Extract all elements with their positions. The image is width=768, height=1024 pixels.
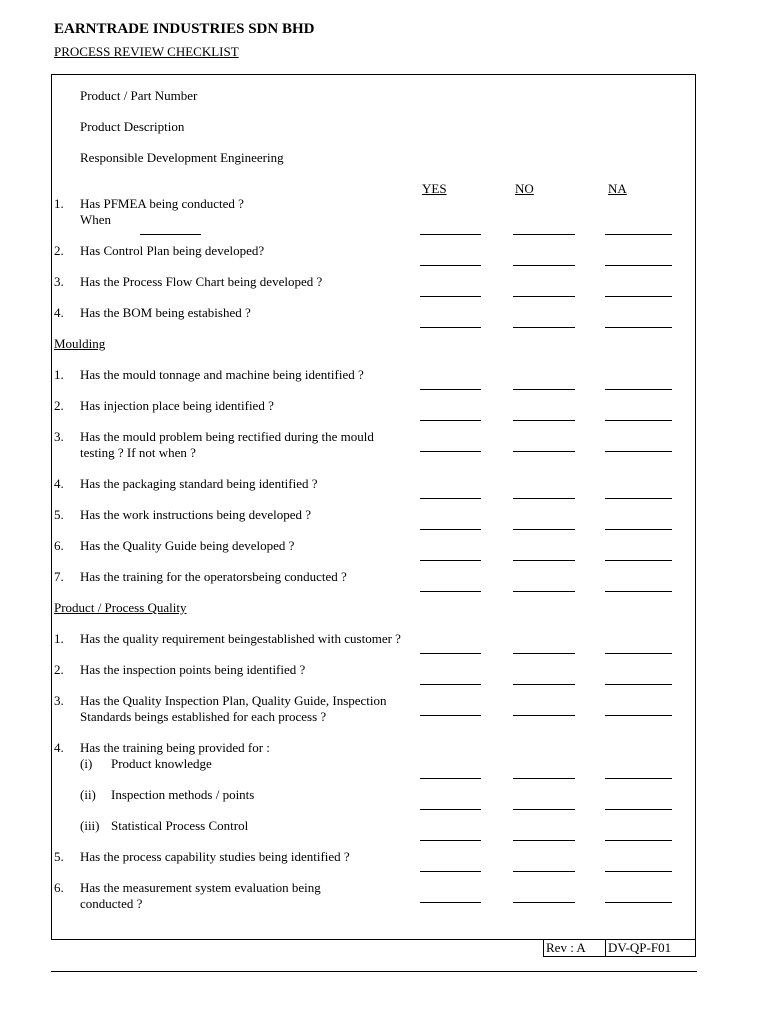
item-question: Has injection place being identified ?	[80, 398, 274, 413]
company-name: EARNTRADE INDUSTRIES SDN BHD	[54, 21, 315, 37]
answer-line-na[interactable]	[605, 840, 672, 841]
bottom-rule	[51, 971, 697, 972]
answer-line-yes[interactable]	[420, 715, 481, 716]
section-heading: Moulding	[54, 336, 106, 351]
answer-line-no[interactable]	[513, 529, 575, 530]
answer-line-no[interactable]	[513, 715, 575, 716]
item-question: Has the inspection points being identified ?	[80, 662, 306, 677]
answer-line-na[interactable]	[605, 389, 672, 390]
answer-line-yes[interactable]	[420, 420, 481, 421]
item-number: 1.	[54, 367, 64, 382]
answer-line-na[interactable]	[605, 809, 672, 810]
answer-line-na[interactable]	[605, 529, 672, 530]
item-question: Has the process capability studies being identified ?	[80, 849, 350, 864]
sub-item-numeral: (iii)	[80, 818, 100, 833]
item-number: 1.	[54, 631, 64, 646]
item-question: Has the Quality Guide being developed ?	[80, 538, 295, 553]
when-answer-line[interactable]	[140, 234, 201, 235]
answer-line-no[interactable]	[513, 840, 575, 841]
answer-line-yes[interactable]	[420, 809, 481, 810]
answer-line-na[interactable]	[605, 560, 672, 561]
answer-line-no[interactable]	[513, 778, 575, 779]
info-field-label: Product / Part Number	[80, 88, 198, 103]
item-question: Has the measurement system evaluation being	[80, 880, 321, 895]
item-question: conducted ?	[80, 896, 143, 911]
answer-line-na[interactable]	[605, 265, 672, 266]
answer-line-na[interactable]	[605, 778, 672, 779]
answer-line-na[interactable]	[605, 902, 672, 903]
info-field-label: Responsible Development Engineering	[80, 150, 284, 165]
column-header-yes: YES	[422, 181, 447, 196]
revision-label: Rev : A	[546, 940, 586, 955]
item-question: Has the mould tonnage and machine being identified ?	[80, 367, 364, 382]
answer-line-yes[interactable]	[420, 296, 481, 297]
item-question: Has the mould problem being rectified during the mould	[80, 429, 374, 444]
answer-line-na[interactable]	[605, 653, 672, 654]
footer-divider	[605, 940, 606, 957]
answer-line-no[interactable]	[513, 234, 575, 235]
answer-line-na[interactable]	[605, 451, 672, 452]
answer-line-na[interactable]	[605, 498, 672, 499]
item-number: 2.	[54, 243, 64, 258]
sub-item-label: Statistical Process Control	[111, 818, 249, 833]
sub-item-numeral: (i)	[80, 756, 93, 771]
answer-line-yes[interactable]	[420, 871, 481, 872]
item-number: 5.	[54, 849, 64, 864]
answer-line-yes[interactable]	[420, 451, 481, 452]
answer-line-yes[interactable]	[420, 529, 481, 530]
sub-item-label: Inspection methods / points	[111, 787, 255, 802]
answer-line-no[interactable]	[513, 684, 575, 685]
sub-item-label: Product knowledge	[111, 756, 212, 771]
item-number: 4.	[54, 740, 64, 755]
answer-line-no[interactable]	[513, 265, 575, 266]
item-number: 4.	[54, 305, 64, 320]
item-question: Has the Quality Inspection Plan, Quality Guide, Inspection	[80, 693, 387, 708]
item-question: Has the training being provided for :	[80, 740, 270, 755]
item-question: Has the training for the operatorsbeing conducted ?	[80, 569, 347, 584]
item-question: Standards beings established for each process ?	[80, 709, 327, 724]
answer-line-no[interactable]	[513, 902, 575, 903]
item-number: 7.	[54, 569, 64, 584]
answer-line-yes[interactable]	[420, 234, 481, 235]
item-number: 3.	[54, 274, 64, 289]
answer-line-na[interactable]	[605, 327, 672, 328]
section-heading: Product / Process Quality	[54, 600, 187, 615]
answer-line-yes[interactable]	[420, 265, 481, 266]
item-question: testing ? If not when ?	[80, 445, 196, 460]
info-field-label: Product Description	[80, 119, 185, 134]
item-number: 6.	[54, 880, 64, 895]
answer-line-na[interactable]	[605, 871, 672, 872]
answer-line-no[interactable]	[513, 296, 575, 297]
answer-line-na[interactable]	[605, 684, 672, 685]
item-number: 2.	[54, 398, 64, 413]
item-number: 5.	[54, 507, 64, 522]
document-number: DV-QP-F01	[608, 940, 672, 955]
answer-line-na[interactable]	[605, 715, 672, 716]
answer-line-yes[interactable]	[420, 684, 481, 685]
answer-line-yes[interactable]	[420, 840, 481, 841]
answer-line-na[interactable]	[605, 234, 672, 235]
item-question: Has Control Plan being developed?	[80, 243, 265, 258]
column-header-na: NA	[608, 181, 627, 196]
item-question: Has the Process Flow Chart being developed ?	[80, 274, 323, 289]
answer-line-no[interactable]	[513, 591, 575, 592]
answer-line-no[interactable]	[513, 389, 575, 390]
answer-line-yes[interactable]	[420, 327, 481, 328]
page-title: PROCESS REVIEW CHECKLIST	[54, 44, 239, 59]
answer-line-na[interactable]	[605, 591, 672, 592]
item-question: Has the BOM being estabished ?	[80, 305, 251, 320]
item-number: 4.	[54, 476, 64, 491]
answer-line-na[interactable]	[605, 296, 672, 297]
item-number: 2.	[54, 662, 64, 677]
answer-line-yes[interactable]	[420, 653, 481, 654]
item-number: 3.	[54, 429, 64, 444]
item-sub-label: When	[80, 212, 112, 227]
column-header-no: NO	[515, 181, 534, 196]
item-number: 3.	[54, 693, 64, 708]
item-number: 1.	[54, 196, 64, 211]
sub-item-numeral: (ii)	[80, 787, 96, 802]
answer-line-yes[interactable]	[420, 591, 481, 592]
answer-line-no[interactable]	[513, 451, 575, 452]
answer-line-yes[interactable]	[420, 389, 481, 390]
answer-line-no[interactable]	[513, 871, 575, 872]
answer-line-no[interactable]	[513, 809, 575, 810]
answer-line-no[interactable]	[513, 327, 575, 328]
item-question: Has the packaging standard being identified ?	[80, 476, 318, 491]
item-question: Has PFMEA being conducted ?	[80, 196, 244, 211]
answer-line-yes[interactable]	[420, 778, 481, 779]
answer-line-no[interactable]	[513, 653, 575, 654]
answer-line-yes[interactable]	[420, 498, 481, 499]
answer-line-yes[interactable]	[420, 902, 481, 903]
item-question: Has the quality requirement beingestablished with customer ?	[80, 631, 401, 646]
answer-line-no[interactable]	[513, 498, 575, 499]
answer-line-no[interactable]	[513, 420, 575, 421]
item-number: 6.	[54, 538, 64, 553]
answer-line-na[interactable]	[605, 420, 672, 421]
answer-line-no[interactable]	[513, 560, 575, 561]
answer-line-yes[interactable]	[420, 560, 481, 561]
item-question: Has the work instructions being developed ?	[80, 507, 312, 522]
